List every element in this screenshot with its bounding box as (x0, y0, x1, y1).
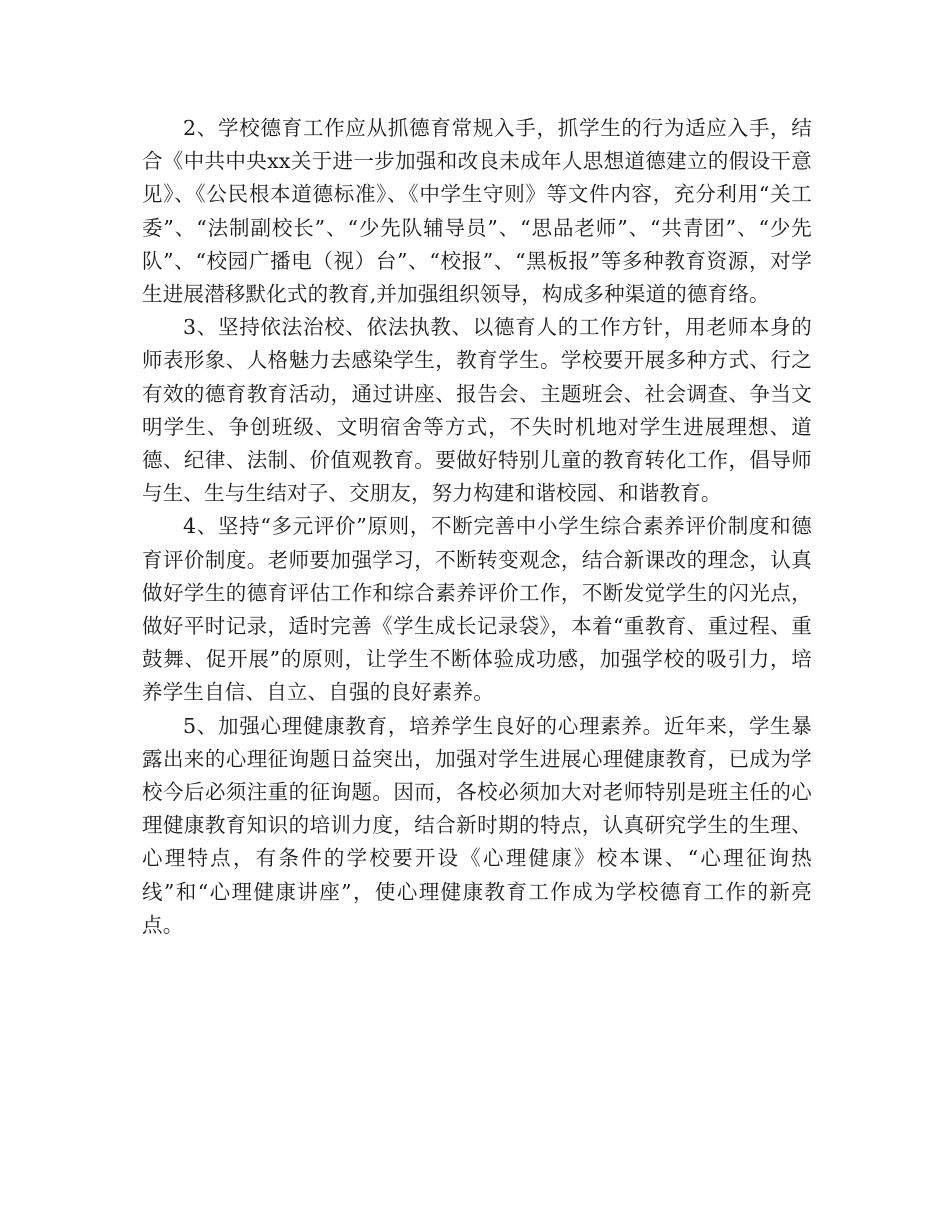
paragraph-5: 5、加强心理健康教育，培养学生良好的心理素养。近年来，学生暴露出来的心理征询题日益突出，加强对学生进展心理健康教育，已成为学校今后必须注重的征询题。因而，各校必须加大对老师特别是班主任的心理健康教育知识的培训力度，结合新时期的特点，认真研究学生的生理、心理特点，有条件的学校要开设《心理健康》校本课、“心理征询热线”和“心理健康讲座”，使心理健康教育工作成为学校德育工作的新亮点。 (142, 713, 812, 937)
document-body (142, 112, 812, 942)
paragraph-3: 3、坚持依法治校、依法执教、以德育人的工作方针，用老师本身的师表形象、人格魅力去感染学生，教育学生。学校要开展多种方式、行之有效的德育教育活动，通过讲座、报告会、主题班会、社会调查、争当文明学生、争创班级、文明宿舍等方式，不失时机地对学生进展理想、道德、纪律、法制、价值观教育。要做好特别儿童的教育转化工作，倡导师与生、生与生结对子、交朋友，努力构建和谐校园、和谐教育。 (142, 315, 812, 506)
paragraph-2: 2、学校德育工作应从抓德育常规入手，抓学生的行为适应入手，结合《中共中央xx关于进一步加强和改良未成年人思想道德建立的假设干意见》、《公民根本道德标准》、《中学生守则》等文件内容，充分利用“关工委”、“法制副校长”、“少先队辅导员”、“思品老师”、“共青团”、“少先队”、“校园广播电（视）台”、“校报”、“黑板报”等多种教育资源，对学生进展潜移默化式的教育,并加强组织领导，构成多种渠道的德育络。 (142, 116, 812, 307)
paragraph-4: 4、坚持“多元评价”原则，不断完善中小学生综合素养评价制度和德育评价制度。老师要加强学习，不断转变观念，结合新课改的理念，认真做好学生的德育评估工作和综合素养评价工作，不断发觉学生的闪光点，做好平时记录，适时完善《学生成长记录袋》，本着“重教育、重过程、重鼓舞、促开展”的原则，让学生不断体验成功感，加强学校的吸引力，培养学生自信、自立、自强的良好素养。 (142, 514, 812, 705)
